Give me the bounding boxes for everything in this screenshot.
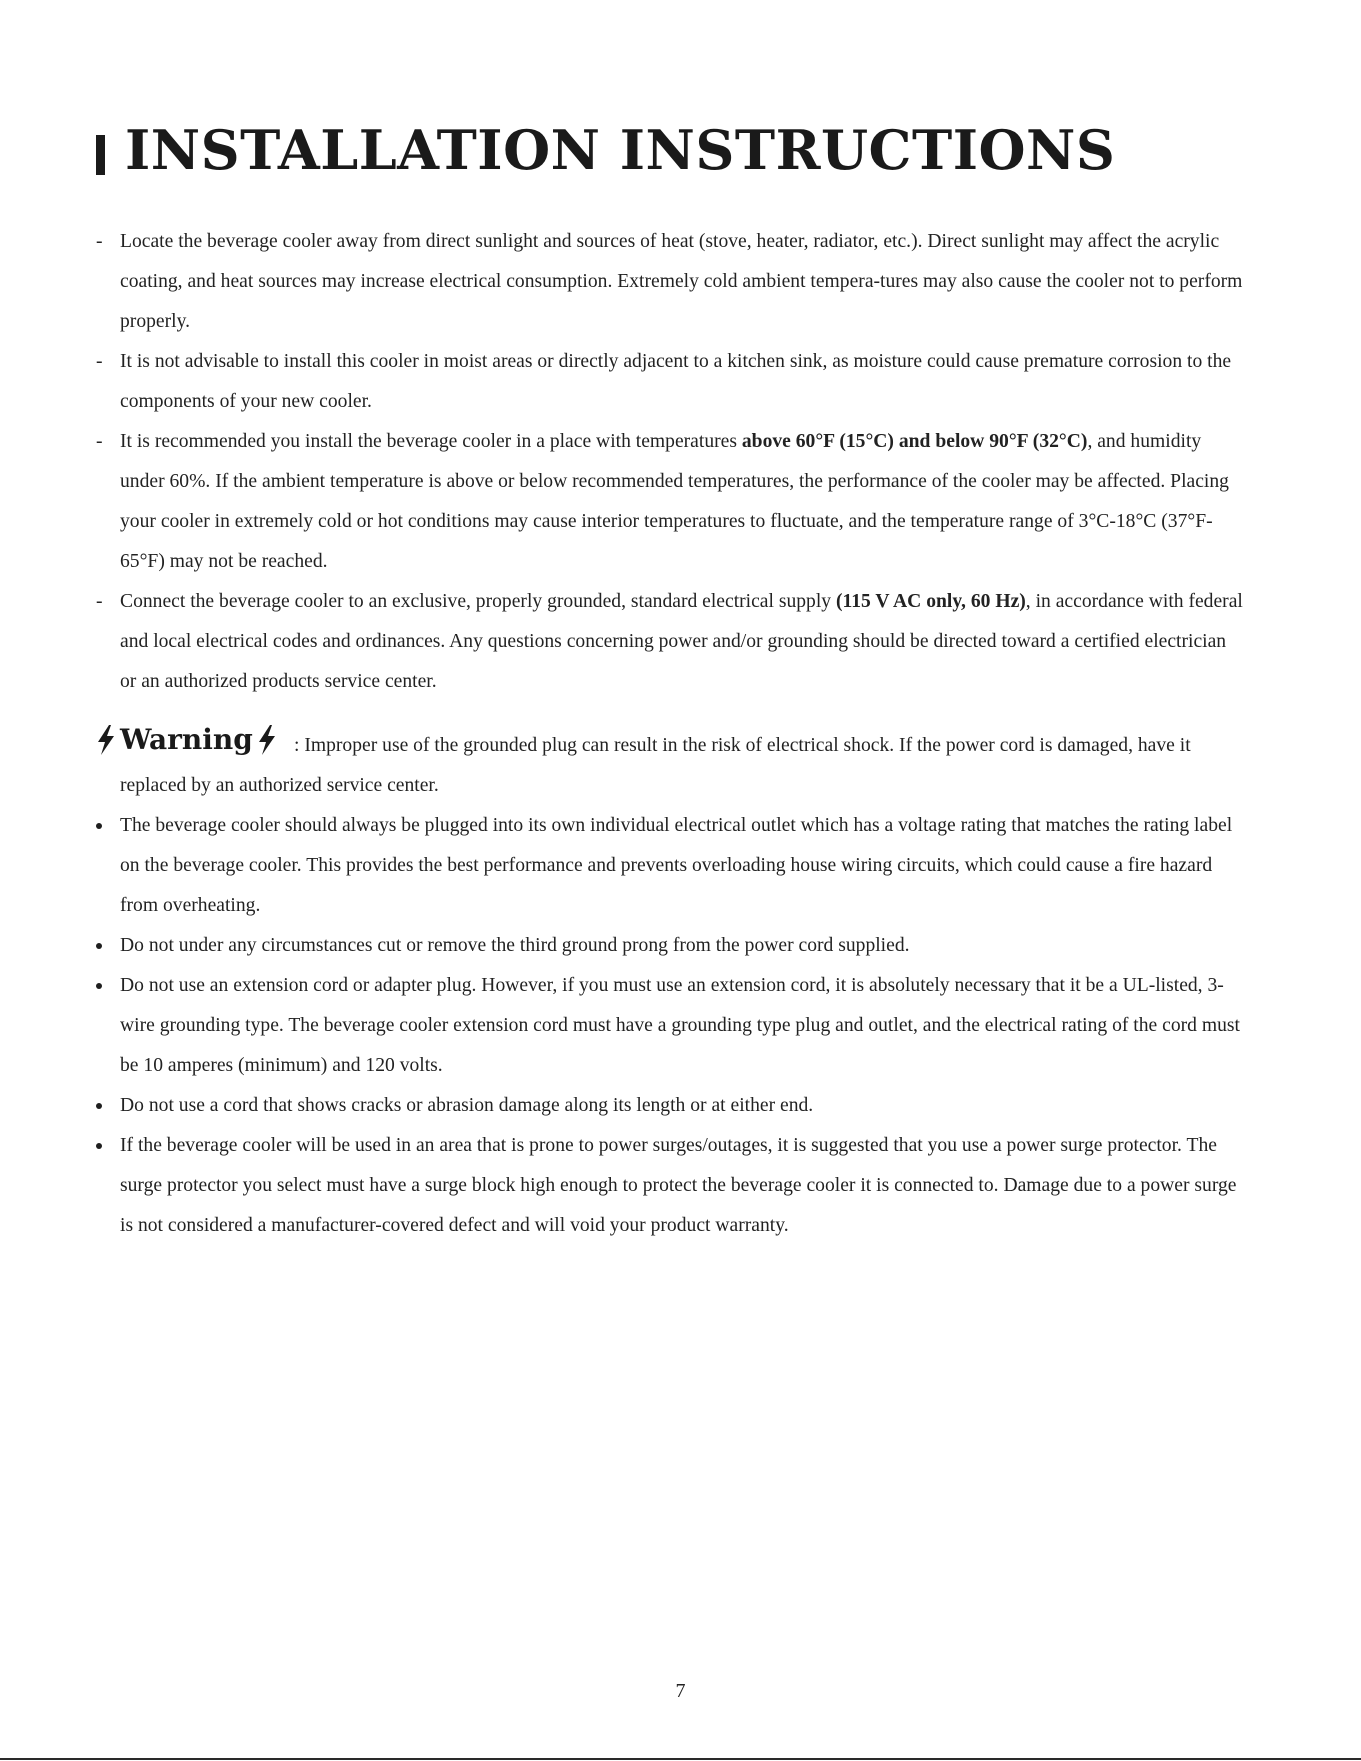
bullet-icon bbox=[96, 983, 102, 989]
bullet-item bbox=[96, 806, 1246, 926]
temperature-range-bold: above 60°F (15°C) and below 90°F (32°C) bbox=[741, 431, 1088, 452]
page-number: 7 bbox=[675, 1680, 686, 1702]
heading-bar-icon bbox=[96, 135, 105, 175]
bullet-item-text: The beverage cooler should always be plugged into its own individual electrical outlet which has a voltage rating that matches the rating label on the beverage cooler. This provides the best performance and prevents overloading house wiring circuits, which could cause a fire hazard from overheating. bbox=[120, 815, 1233, 916]
bullet-item-text: Do not use an extension cord or adapter plug. However, if you must use an extension cord, it is absolutely necessary that it be a UL-listed, 3-wire grounding type. The beverage cooler extension cord must have a grounding type plug and outlet, and the electrical rating of the cord must be 10 amperes (minimum) and 120 volts. bbox=[120, 975, 1240, 1076]
lightning-bolt-icon bbox=[96, 725, 116, 755]
page-heading bbox=[96, 118, 1115, 182]
bullet-item-text: Do not under any circumstances cut or remove the third ground prong from the power cord supplied. bbox=[120, 935, 910, 956]
dash-item-text: It is not advisable to install this cooler in moist areas or directly adjacent to a kitchen sink, as moisture could cause premature corrosion to the components of your new cooler. bbox=[120, 351, 1232, 412]
lightning-bolt-icon bbox=[257, 725, 277, 755]
dash-item bbox=[96, 422, 1246, 582]
dash-item-text: It is recommended you install the beverage cooler in a place with temperatures bbox=[120, 431, 742, 452]
dash-item-text: Locate the beverage cooler away from direct sunlight and sources of heat (stove, heater, radiator, etc.). Direct sunlight may affect the acrylic coating, and heat sources may increase electrical consumption. Extremely cold ambient tempera-tures may also cause the cooler not to perform properly. bbox=[120, 231, 1243, 332]
bullet-icon bbox=[96, 823, 102, 829]
bullet-icon bbox=[96, 1143, 102, 1149]
dash-item-text: Connect the beverage cooler to an exclusive, properly grounded, standard electrical supply bbox=[120, 591, 836, 612]
power-supply-bold: (115 V AC only, 60 Hz) bbox=[836, 591, 1026, 612]
bullet-item bbox=[96, 1126, 1246, 1246]
dash-marker: - bbox=[96, 431, 103, 452]
dash-marker: - bbox=[96, 591, 103, 612]
warning-label: Warning bbox=[120, 723, 253, 756]
dash-marker: - bbox=[96, 231, 103, 252]
bullet-icon bbox=[96, 1103, 102, 1109]
warning-heading bbox=[96, 720, 277, 760]
bullet-item bbox=[96, 1086, 1246, 1126]
bottom-rule bbox=[0, 1758, 1361, 1760]
bullet-icon bbox=[96, 943, 102, 949]
bullet-item-text: Do not use a cord that shows cracks or abrasion damage along its length or at either end. bbox=[120, 1095, 814, 1116]
dash-item bbox=[96, 222, 1246, 342]
warning-text: : Improper use of the grounded plug can result in the risk of electrical shock. If the power cord is damaged, have it replaced by an authorized service center. bbox=[120, 735, 1191, 796]
dash-marker: - bbox=[96, 351, 103, 372]
instructions-body bbox=[96, 222, 1246, 1246]
bullet-item bbox=[96, 966, 1246, 1086]
dash-item-text: , in accordance with federal and local electrical codes and ordinances. Any questions concerning power and/or grounding should be directed toward a certified electrician or an authorized products service center. bbox=[120, 591, 1243, 692]
page-title: INSTALLATION INSTRUCTIONS bbox=[125, 118, 1116, 182]
bullet-item bbox=[96, 926, 1246, 966]
dash-item bbox=[96, 342, 1246, 422]
warning-block bbox=[96, 723, 1246, 806]
bullet-item-text: If the beverage cooler will be used in an area that is prone to power surges/outages, it is suggested that you use a power surge protector. The surge protector you select must have a surge block high enough to protect the beverage cooler it is connected to. Damage due to a power surge is not considered a manufacturer-covered defect and will void your product warranty. bbox=[120, 1135, 1237, 1236]
dash-item bbox=[96, 582, 1246, 702]
dash-item-text: , and humidity under 60%. If the ambient temperature is above or below recommended temperatures, the performance of the cooler may be affected. Placing your cooler in extremely cold or hot conditions may cause interior temperatures to fluctuate, and the temperature range of 3°C-18°C (37°F-65°F) may not be reached. bbox=[120, 431, 1229, 572]
